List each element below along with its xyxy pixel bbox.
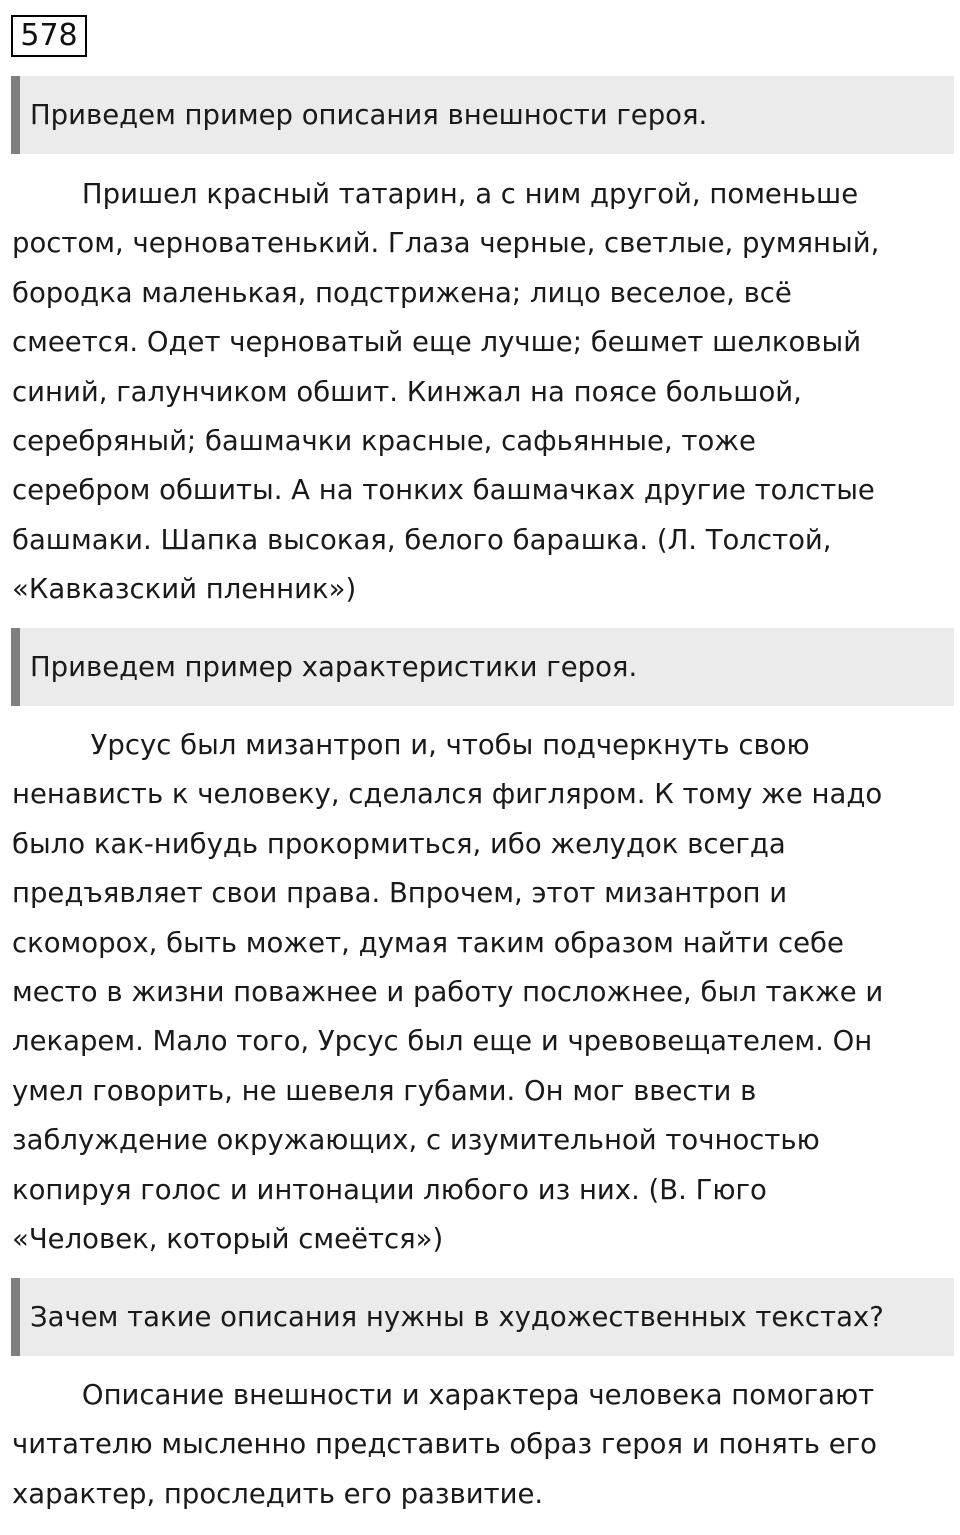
text-line: «Человек, который смеётся») bbox=[12, 1223, 444, 1256]
text-line: Описание внешности и характера человека помогают bbox=[12, 1379, 875, 1411]
text-line: серебром обшиты. А на тонких башмачках другие толстые bbox=[12, 474, 875, 507]
text-line: читателю мысленно представить образ героя и понять его bbox=[12, 1428, 877, 1461]
text-line: Урсус был мизантроп и, чтобы подчеркнуть свою bbox=[12, 729, 810, 761]
text-line: лекарем. Мало того, Урсус был еще и чревовещателем. Он bbox=[12, 1025, 873, 1058]
text-line: серебряный; башмачки красные, сафьянные, тоже bbox=[12, 425, 756, 458]
text-line: умел говорить, не шевеля губами. Он мог ввести в bbox=[12, 1074, 757, 1107]
text-line: башмаки. Шапка высокая, белого барашка. (Л. Толстой, bbox=[12, 523, 832, 556]
section-text-character bbox=[12, 721, 944, 1264]
section-header-character: Приведем пример характеристики героя. bbox=[11, 628, 954, 706]
text-line: было как-нибудь прокормиться, ибо желудок всегда bbox=[12, 827, 786, 860]
text-line: скоморох, быть может, думая таким образом найти себе bbox=[12, 926, 844, 959]
text-line: «Кавказский пленник») bbox=[12, 573, 357, 606]
text-line: копируя голос и интонации любого из них. (В. Гюго bbox=[12, 1173, 767, 1206]
text-line: смеется. Одет черноватый еще лучше; бешмет шелковый bbox=[12, 326, 862, 359]
section-header-question: Зачем такие описания нужны в художественных текстах? bbox=[11, 1278, 954, 1356]
text-line: Пришел красный татарин, а с ним другой, поменьше bbox=[12, 178, 859, 210]
text-line: ростом, черноватенький. Глаза черные, светлые, румяный, bbox=[12, 227, 880, 260]
text-line: бородка маленькая, подстрижена; лицо веселое, всё bbox=[12, 276, 792, 309]
text-line: ненависть к человеку, сделался фигляром. К тому же надо bbox=[12, 778, 883, 811]
text-line: заблуждение окружающих, с изумительной точностью bbox=[12, 1124, 820, 1157]
section-text-answer bbox=[12, 1371, 944, 1519]
text-line: характер, проследить его развитие. bbox=[12, 1477, 544, 1510]
section-header-appearance: Приведем пример описания внешности героя. bbox=[11, 76, 954, 154]
task-number-box: 578 bbox=[11, 15, 87, 57]
text-line: синий, галунчиком обшит. Кинжал на поясе большой, bbox=[12, 375, 802, 408]
text-line: предъявляет свои права. Впрочем, этот мизантроп и bbox=[12, 877, 788, 910]
section-text-appearance bbox=[12, 170, 944, 615]
text-line: место в жизни поважнее и работу посложнее, был также и bbox=[12, 976, 884, 1009]
